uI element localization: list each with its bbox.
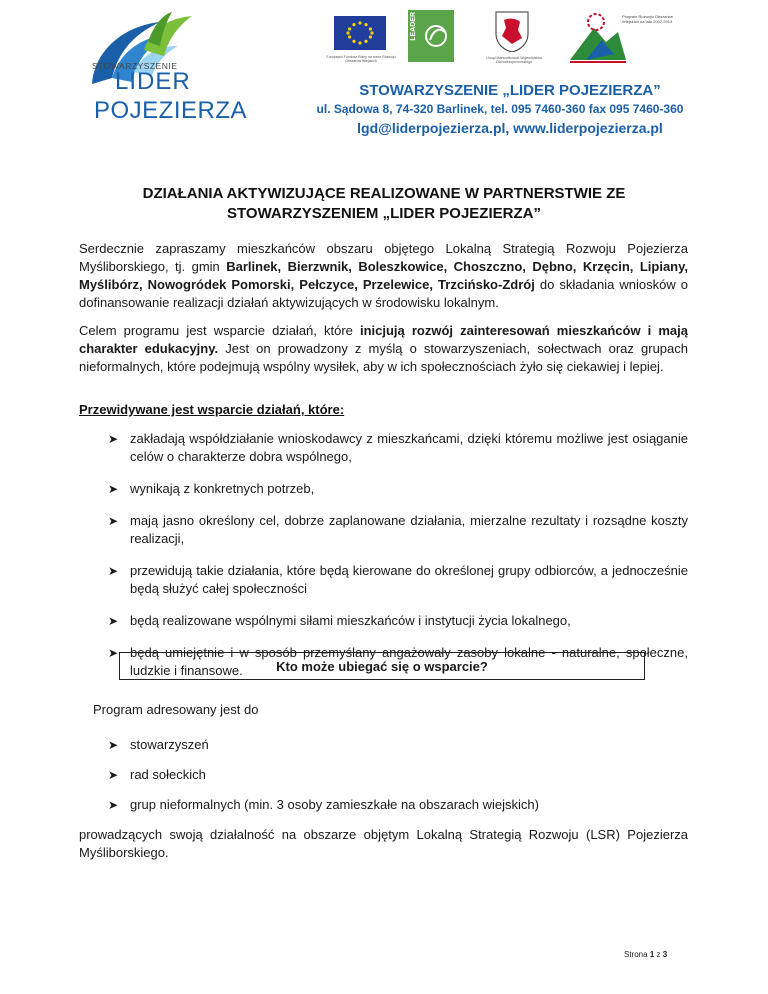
goal-paragraph <box>79 322 688 376</box>
list-item-text: zakładają współdziałanie wnioskodawcy z mieszkańcami, dzięki któremu możliwe jest osiąganie celów o charakterze dobra wspólnego, <box>130 431 688 464</box>
leader-logo-icon <box>408 10 454 62</box>
organization-name: STOWARZYSZENIE „LIDER POJEZIERZA” <box>359 82 661 99</box>
list-item <box>108 562 688 598</box>
leader-label: LEADER <box>410 12 417 41</box>
list-item-text: mają jasno określony cel, dobrze zaplanowane działania, mierzalne rezultaty i rozsądne koszty realizacji, <box>130 513 688 546</box>
closing-paragraph: prowadzących swoją działalność na obszarze objętym Lokalną Strategią Rozwoju (LSR) Pojezierza Myśliborskiego. <box>79 827 688 860</box>
goal-bold: inicjują rozwój zainteresowań mieszkańców i mają charakter edukacyjny. <box>79 323 689 356</box>
intro-gminy: Barlinek, Bierzwnik, Boleszkowice, Choszczno, Dębno, Krzęcin, Lipiany, Myślibórz, Nowogródek Pomorski, Pełczyce, Przelewice, Trzcińsko-Zdrój <box>79 259 689 292</box>
arrow-bullet-icon: ➤ <box>108 738 119 752</box>
arrow-bullet-icon: ➤ <box>108 768 119 782</box>
list-item-text: będą umiejętnie i w sposób przemyślany angażowały zasoby lokalne - naturalne, społeczne, ludzkie i finansowe. <box>130 645 688 678</box>
list-item-text: grup nieformalnych (min. 3 osoby zamieszkałe na obszarach wiejskich) <box>130 797 539 812</box>
arrow-bullet-icon: ➤ <box>108 514 119 528</box>
organization-contact: lgd@liderpojezierza.pl, www.liderpojezierza.pl <box>357 120 663 136</box>
who-can-apply-heading: Kto może ubiegać się o wsparcie? <box>119 652 645 680</box>
title-line-1: DZIAŁANIA AKTYWIZUJĄCE REALIZOWANE W PARTNERSTWIE ZE <box>142 185 626 202</box>
page-number <box>624 950 667 959</box>
list-item <box>108 796 688 814</box>
recipients-list <box>108 736 688 826</box>
eu-flag-icon <box>334 16 386 50</box>
arrow-bullet-icon: ➤ <box>108 482 119 496</box>
goal-after: Jest on prowadzony z myślą o stowarzyszeniach, sołectwach oraz grupach nieformalnych, które podejmują wspólny wysiłek, aby w ich społecznościach żyło się ciekawiej i lepiej. <box>79 341 688 374</box>
list-item <box>108 430 688 466</box>
list-item-text: wynikają z konkretnych potrzeb, <box>130 481 315 496</box>
logo-pojezierza-text: POJEZIERZA <box>94 97 248 124</box>
total-pages: 3 <box>662 950 668 959</box>
prow-caption: Program Rozwoju Obszarów Wiejskich na lata 2007-2013 <box>622 14 673 24</box>
page-label: Strona <box>624 950 648 959</box>
program-text: Program adresowany jest do <box>93 702 259 717</box>
support-lead: Przewidywane jest wsparcie działań, które: <box>79 402 345 417</box>
crest-icon <box>494 10 530 52</box>
list-item <box>108 480 688 498</box>
logo-small-text: STOWARZYSZENIE <box>92 61 178 71</box>
arrow-bullet-icon: ➤ <box>108 798 119 812</box>
partner-logos <box>326 10 694 72</box>
organization-address: ul. Sądowa 8, 74-320 Barlinek, tel. 095 7460-360 fax 095 7460-360 <box>316 102 684 116</box>
list-item <box>108 512 688 548</box>
intro-after: do składania wniosków o dofinansowanie realizacji działań aktywizujących w środowisku lokalnym. <box>79 277 688 310</box>
list-item <box>108 736 688 754</box>
arrow-bullet-icon: ➤ <box>108 564 119 578</box>
arrow-bullet-icon: ➤ <box>108 646 119 660</box>
crest-caption: Urząd Marszałkowski Województwa Zachodniopomorskiego <box>486 56 542 64</box>
list-item-text: stowarzyszeń <box>130 737 209 752</box>
arrow-bullet-icon: ➤ <box>108 614 119 628</box>
eu-caption: Europejski Fundusz Rolny na rzecz Rozwoju Obszarów Wiejskich <box>326 55 396 63</box>
list-item-text: będą realizowane wspólnymi siłami mieszkańców i instytucji życia lokalnego, <box>130 613 571 628</box>
intro-before: Serdecznie zapraszamy mieszkańców obszaru objętego Lokalną Strategią Rozwoju Pojezierza Myśliborskiego, tj. gmin <box>79 241 688 274</box>
arrow-bullet-icon: ➤ <box>108 432 119 446</box>
list-item <box>108 766 688 784</box>
goal-before: Celem programu jest wsparcie działań, które <box>79 323 360 338</box>
current-page: 1 <box>649 950 655 959</box>
intro-paragraph <box>79 240 688 312</box>
list-item <box>108 612 688 630</box>
page-sep: z <box>656 950 661 959</box>
title-line-2: STOWARZYSZENIEM „LIDER POJEZIERZA” <box>227 205 541 222</box>
document-title <box>100 184 668 224</box>
logo-lider-text: LIDER <box>115 68 191 95</box>
list-item-text: przewidują takie działania, które będą kierowane do określonej grupy odbiorców, a jednocześnie będą służyć całej społeczności <box>130 563 688 596</box>
lider-logo <box>82 12 262 132</box>
list-item-text: rad sołeckich <box>130 767 206 782</box>
